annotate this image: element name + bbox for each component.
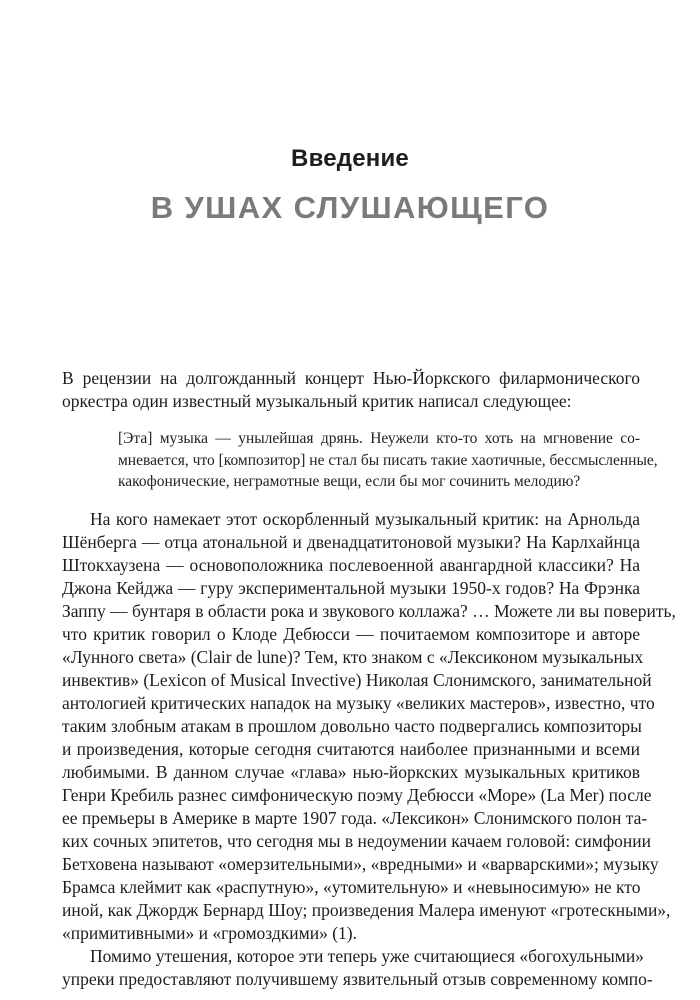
text-line: мневается, что [композитор] не стал бы писать такие хаотичные, бессмысленные,	[118, 451, 658, 469]
chapter-body	[62, 367, 676, 991]
intro-paragraph	[62, 367, 640, 413]
text-line: Шёнберга — отца атональной и двенадцатитоновой музыки? На Карлхайнца	[62, 531, 640, 552]
text-line: «примитивными» и «громоздкими» (1).	[62, 922, 358, 943]
text-line: инвектив» (Lexicon of Musical Invective) Николая Слонимского, занимательной	[62, 669, 652, 690]
text-line: что критик говорил о Клоде Дебюсси — почитаемом композиторе и авторе	[62, 623, 640, 644]
text-line: иной, как Джордж Бернард Шоу; произведения Малера именуют «гротескными»,	[62, 899, 671, 920]
text-line: [Эта] музыка — унылейшая дрянь. Неужели кто-то хоть на мгновение со-	[118, 430, 640, 447]
text-line: «Лунного света» (Clair de lune)? Тем, кто знаком с «Лексиконом музыкальных	[62, 646, 644, 667]
text-line: таким злобным атакам в прошлом довольно часто подвергались композиторы	[62, 715, 642, 736]
last-paragraph	[62, 945, 653, 991]
block-quote	[118, 428, 658, 493]
text-line: ее премьеры в Америке в марте 1907 года. «Лексикон» Слонимского полон та-	[62, 807, 648, 828]
text-line: Помимо утешения, которое эти теперь уже считающиеся «богохульными»	[90, 945, 644, 966]
text-line: любимыми. В данном случае «глава» нью-йоркских музыкальных критиков	[62, 761, 640, 782]
text-line: упреки предоставляют получившему язвительный отзыв современному компо-	[62, 968, 653, 989]
text-line: Генри Кребиль разнес симфоническую поэму Дебюсси «Море» (La Mer) после	[62, 784, 652, 805]
text-line: Брамса клеймит как «распутную», «утомительную» и «невыносимую» не кто	[62, 876, 641, 897]
text-line: Джона Кейджа — гуру экспериментальной музыки 1950-х годов? На Фрэнка	[62, 577, 640, 598]
text-line: и произведения, которые сегодня считаются наиболее признанными и всеми	[62, 738, 640, 759]
chapter-subtitle: В УШАХ СЛУШАЮЩЕГО	[150, 190, 550, 225]
text-line: Штокхаузена — основоположника послевоенной авангардной классики? На	[62, 554, 640, 575]
text-line: В рецензии на долгожданный концерт Нью-Йоркского филармонического	[62, 368, 640, 388]
text-line: Бетховена называют «омерзительными», «вредными» и «варварскими»; музыку	[62, 853, 659, 874]
chapter-title: Введение	[291, 145, 409, 172]
text-line: ких сочных эпитетов, что сегодня мы в недоумении качаем головой: симфонии	[62, 830, 652, 851]
text-line: какофонические, неграмотные вещи, если бы мог сочинить мелодию?	[118, 473, 581, 490]
text-line: оркестра один известный музыкальный критик написал следующее:	[62, 391, 572, 411]
text-line: На кого намекает этот оскорбленный музыкальный критик: на Арнольда	[90, 508, 640, 529]
text-line: антологией критических нападок на музыку «великих мастеров», известно, что	[62, 692, 655, 713]
text-line: Заппу — бунтаря в области рока и звукового коллажа? … Можете ли вы поверить,	[62, 600, 676, 621]
main-paragraph	[62, 508, 676, 945]
